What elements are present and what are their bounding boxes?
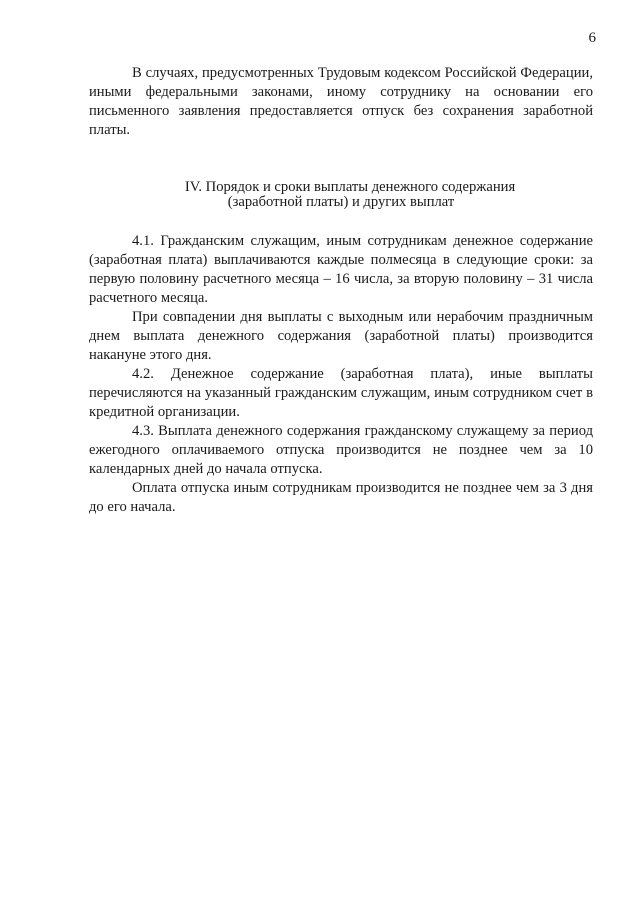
paragraph-holiday-payment: При совпадении дня выплаты с выходным или нерабочим праздничным днем выплата денежного содержания (заработной платы) производится накануне этого дня. [89, 309, 593, 363]
intro-paragraph: В случаях, предусмотренных Трудовым кодексом Российской Федерации, иными федеральными законами, иному сотруднику на основании его письменного заявления предоставляется отпуск без сохранения заработной платы. [89, 65, 593, 138]
document-body [89, 64, 593, 517]
paragraph-4-3: 4.3. Выплата денежного содержания гражданскому служащему за период ежегодного оплачиваемого отпуска производится не позднее чем за 10 календарных дней до начала отпуска. [89, 423, 593, 477]
paragraph-vacation-payment: Оплата отпуска иным сотрудникам производится не позднее чем за 3 дня до его начала. [89, 480, 593, 515]
section-heading-line-1: IV. Порядок и сроки выплаты денежного содержания [184, 179, 516, 195]
section-heading-line-2: (заработной платы) и других выплат [227, 194, 455, 210]
paragraph-4-1: 4.1. Гражданским служащим, иным сотрудникам денежное содержание (заработная плата) выплачиваются каждые полмесяца в следующие сроки: за первую половину расчетного месяца – 16 числа, за вторую половину – 31 числа расчетного месяца. [89, 233, 593, 306]
page-number: 6 [588, 30, 596, 46]
section-heading [89, 180, 593, 210]
paragraph-4-2: 4.2. Денежное содержание (заработная плата), иные выплаты перечисляются на указанный гражданским служащим, иным сотрудником счет в кредитной организации. [89, 366, 593, 420]
